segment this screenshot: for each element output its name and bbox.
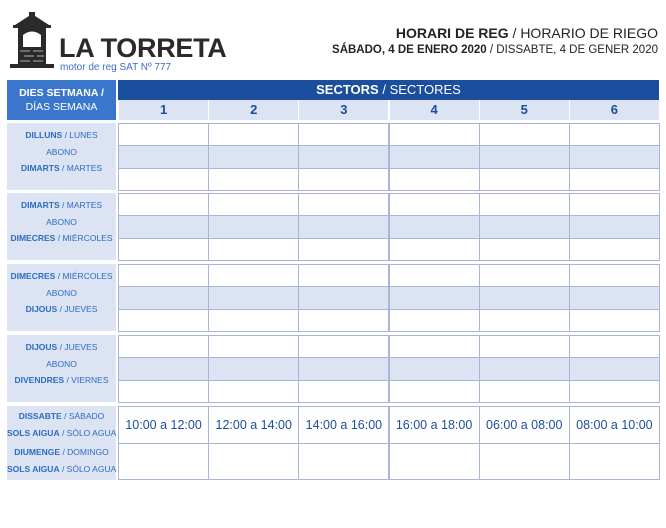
schedule-cell[interactable] (298, 168, 389, 191)
day-name-catalan: DIUMENGE (14, 447, 61, 457)
schedule-cell[interactable] (298, 193, 389, 216)
day-name-separator: / (59, 163, 67, 173)
saturday-time-cell[interactable]: 10:00 a 12:00 (118, 406, 209, 444)
sunday-time-cell[interactable] (389, 443, 480, 480)
schedule-cell[interactable] (479, 335, 570, 358)
date-catalan: DISSABTE, 4 DE GENER 2020 (496, 44, 658, 56)
schedule-cell[interactable] (118, 335, 209, 358)
schedule-cell[interactable] (479, 193, 570, 216)
day-name-catalan: DIJOUS (25, 304, 58, 314)
sector-number-6: 6 (569, 100, 659, 120)
day-name-spanish: VIERNES (71, 375, 109, 385)
schedule-cell[interactable] (118, 215, 209, 238)
day-name-separator: / (64, 375, 72, 385)
schedule-cell[interactable] (118, 145, 209, 168)
schedule-cell[interactable] (479, 264, 570, 287)
schedule-cell[interactable] (298, 335, 389, 358)
schedule-cell[interactable] (208, 193, 299, 216)
schedule-cell[interactable] (479, 309, 570, 332)
schedule-table (7, 80, 659, 480)
schedule-cell[interactable] (118, 193, 209, 216)
sunday-time-cell[interactable] (298, 443, 389, 480)
schedule-cell[interactable] (569, 264, 660, 287)
schedule-cell[interactable] (208, 123, 299, 146)
day-name-spanish: ABONO (46, 359, 77, 369)
day-name-spanish: SÓLO AGUA (66, 464, 117, 474)
day-name-catalan: DIVENDRES (14, 375, 65, 385)
schedule-cell[interactable] (208, 264, 299, 287)
sectors-header (118, 80, 659, 100)
day-name-spanish: MARTES (66, 200, 103, 210)
day-label-1-3 (7, 164, 116, 173)
day-label-4-2 (7, 360, 116, 369)
saturday-time-cell[interactable]: 16:00 a 18:00 (389, 406, 480, 444)
day-name-spanish: LUNES (69, 130, 98, 140)
title-catalan: HORARI DE REG (395, 25, 509, 41)
schedule-cell[interactable] (569, 286, 660, 309)
schedule-cell[interactable] (298, 215, 389, 238)
schedule-cell[interactable] (479, 238, 570, 261)
days-header-line2: DÍAS SEMANA (25, 101, 98, 113)
date-spanish: SÁBADO, 4 DE ENERO 2020 (332, 44, 487, 56)
schedule-cell[interactable] (118, 286, 209, 309)
schedule-cell[interactable] (389, 238, 480, 261)
day-name-catalan: DIMECRES (10, 233, 56, 243)
day-name-catalan: SOLS AIGUA (7, 464, 60, 474)
schedule-cell[interactable] (298, 238, 389, 261)
schedule-cell[interactable] (389, 335, 480, 358)
day-name-spanish: ABONO (46, 288, 77, 298)
schedule-cell[interactable] (298, 264, 389, 287)
tower-icon (9, 12, 55, 68)
schedule-cell[interactable] (389, 380, 480, 403)
schedule-cell[interactable] (569, 380, 660, 403)
day-name-separator: / (60, 447, 68, 457)
schedule-cell[interactable] (479, 215, 570, 238)
schedule-cell[interactable] (569, 309, 660, 332)
logo (9, 10, 227, 73)
saturday-time-cell[interactable]: 08:00 a 10:00 (569, 406, 660, 444)
day-name-separator: / (59, 464, 67, 474)
schedule-cell[interactable] (479, 357, 570, 380)
schedule-cell[interactable] (389, 168, 480, 191)
day-name-catalan: DIJOUS (25, 342, 58, 352)
schedule-cell[interactable] (569, 357, 660, 380)
schedule-cell[interactable] (569, 145, 660, 168)
day-name-separator: / (59, 428, 67, 438)
day-name-separator: / (55, 233, 63, 243)
schedule-cell[interactable] (208, 335, 299, 358)
logo-subtitle: motor de reg SAT Nº 777 (60, 62, 172, 73)
day-label-5-2 (7, 429, 116, 438)
sector-number-3: 3 (298, 100, 388, 120)
day-name-spanish: MIÉRCOLES (62, 271, 113, 281)
day-name-separator: / (57, 304, 65, 314)
schedule-cell[interactable] (389, 357, 480, 380)
sunday-time-cell[interactable] (208, 443, 299, 480)
schedule-cell[interactable] (208, 309, 299, 332)
schedule-cell[interactable] (298, 145, 389, 168)
schedule-cell[interactable] (118, 357, 209, 380)
title-separator: / (508, 25, 521, 41)
schedule-cell[interactable] (479, 145, 570, 168)
day-label-3-1 (7, 272, 116, 281)
day-name-catalan: DIMARTS (20, 200, 60, 210)
day-name-separator: / (57, 342, 65, 352)
schedule-cell[interactable] (569, 215, 660, 238)
day-label-2-1 (7, 201, 116, 210)
schedule-cell[interactable] (389, 264, 480, 287)
schedule-cell[interactable] (208, 357, 299, 380)
sector-number-1: 1 (118, 100, 208, 120)
day-label-2-2 (7, 218, 116, 227)
day-label-3-3 (7, 305, 116, 314)
schedule-cell[interactable] (298, 357, 389, 380)
day-label-1-1 (7, 131, 116, 140)
sunday-time-cell[interactable] (569, 443, 660, 480)
day-label-5-3 (7, 448, 116, 457)
day-label-4-3 (7, 376, 116, 385)
day-name-separator: / (62, 130, 70, 140)
day-name-catalan: DIMECRES (10, 271, 56, 281)
sectors-header-spanish: SECTORES (389, 82, 461, 97)
schedule-cell[interactable] (118, 168, 209, 191)
schedule-title (332, 26, 658, 40)
sector-number-2: 2 (208, 100, 298, 120)
day-name-spanish: ABONO (46, 217, 77, 227)
schedule-cell[interactable] (208, 238, 299, 261)
schedule-cell[interactable] (298, 380, 389, 403)
day-name-spanish: ABONO (46, 147, 77, 157)
schedule-cell[interactable] (118, 309, 209, 332)
day-name-spanish: SÓLO AGUA (66, 428, 117, 438)
schedule-cell[interactable] (208, 215, 299, 238)
schedule-cell[interactable] (389, 123, 480, 146)
schedule-cell[interactable] (479, 286, 570, 309)
schedule-cell[interactable] (298, 309, 389, 332)
sectors-header-catalan: SECTORS (316, 82, 379, 97)
days-header-line1: DIES SETMANA / (19, 87, 104, 99)
day-name-spanish: MIÉRCOLES (62, 233, 113, 243)
day-name-catalan: SOLS AIGUA (7, 428, 60, 438)
date-separator: / (486, 44, 497, 56)
saturday-time-cell[interactable]: 14:00 a 16:00 (298, 406, 389, 444)
schedule-cell[interactable] (389, 145, 480, 168)
day-name-catalan: DIMARTS (20, 163, 60, 173)
schedule-cell[interactable] (479, 123, 570, 146)
day-name-separator: / (61, 411, 69, 421)
day-label-2-3 (7, 234, 116, 243)
schedule-header (332, 26, 658, 57)
day-name-separator: / (55, 271, 63, 281)
day-name-spanish: JUEVES (64, 342, 98, 352)
schedule-cell[interactable] (389, 286, 480, 309)
title-spanish: HORARIO DE RIEGO (520, 25, 658, 41)
sunday-time-cell[interactable] (479, 443, 570, 480)
schedule-cell[interactable] (569, 123, 660, 146)
day-label-5-1 (7, 412, 116, 421)
schedule-cell[interactable] (208, 145, 299, 168)
day-name-spanish: MARTES (66, 163, 103, 173)
schedule-cell[interactable] (298, 286, 389, 309)
day-name-catalan: DISSABTE (18, 411, 62, 421)
saturday-time-cell[interactable]: 06:00 a 08:00 (479, 406, 570, 444)
days-column-header (7, 80, 116, 120)
sector-number-5: 5 (479, 100, 569, 120)
schedule-cell[interactable] (569, 335, 660, 358)
schedule-cell[interactable] (208, 286, 299, 309)
sector-number-4: 4 (389, 100, 479, 120)
schedule-cell[interactable] (569, 238, 660, 261)
logo-title: LA TORRETA (59, 33, 227, 63)
schedule-cell[interactable] (118, 238, 209, 261)
day-name-spanish: JUEVES (64, 304, 98, 314)
schedule-cell[interactable] (569, 168, 660, 191)
schedule-date (332, 45, 658, 57)
day-name-catalan: DILLUNS (25, 130, 63, 140)
sunday-time-cell[interactable] (118, 443, 209, 480)
day-label-1-2 (7, 148, 116, 157)
sectors-header-separator: / (378, 82, 390, 97)
schedule-cell[interactable] (208, 168, 299, 191)
schedule-cell[interactable] (389, 309, 480, 332)
saturday-time-cell[interactable]: 12:00 a 14:00 (208, 406, 299, 444)
schedule-cell[interactable] (569, 193, 660, 216)
schedule-cell[interactable] (479, 168, 570, 191)
schedule-cell[interactable] (208, 380, 299, 403)
day-name-spanish: SÁBADO (68, 411, 105, 421)
schedule-cell[interactable] (298, 123, 389, 146)
schedule-cell[interactable] (479, 380, 570, 403)
day-label-3-2 (7, 289, 116, 298)
schedule-cell[interactable] (389, 215, 480, 238)
schedule-cell[interactable] (118, 123, 209, 146)
schedule-cell[interactable] (118, 380, 209, 403)
day-label-5-4 (7, 465, 116, 474)
day-label-4-1 (7, 343, 116, 352)
schedule-cell[interactable] (389, 193, 480, 216)
day-name-separator: / (59, 200, 67, 210)
day-name-spanish: DOMINGO (67, 447, 109, 457)
schedule-cell[interactable] (118, 264, 209, 287)
